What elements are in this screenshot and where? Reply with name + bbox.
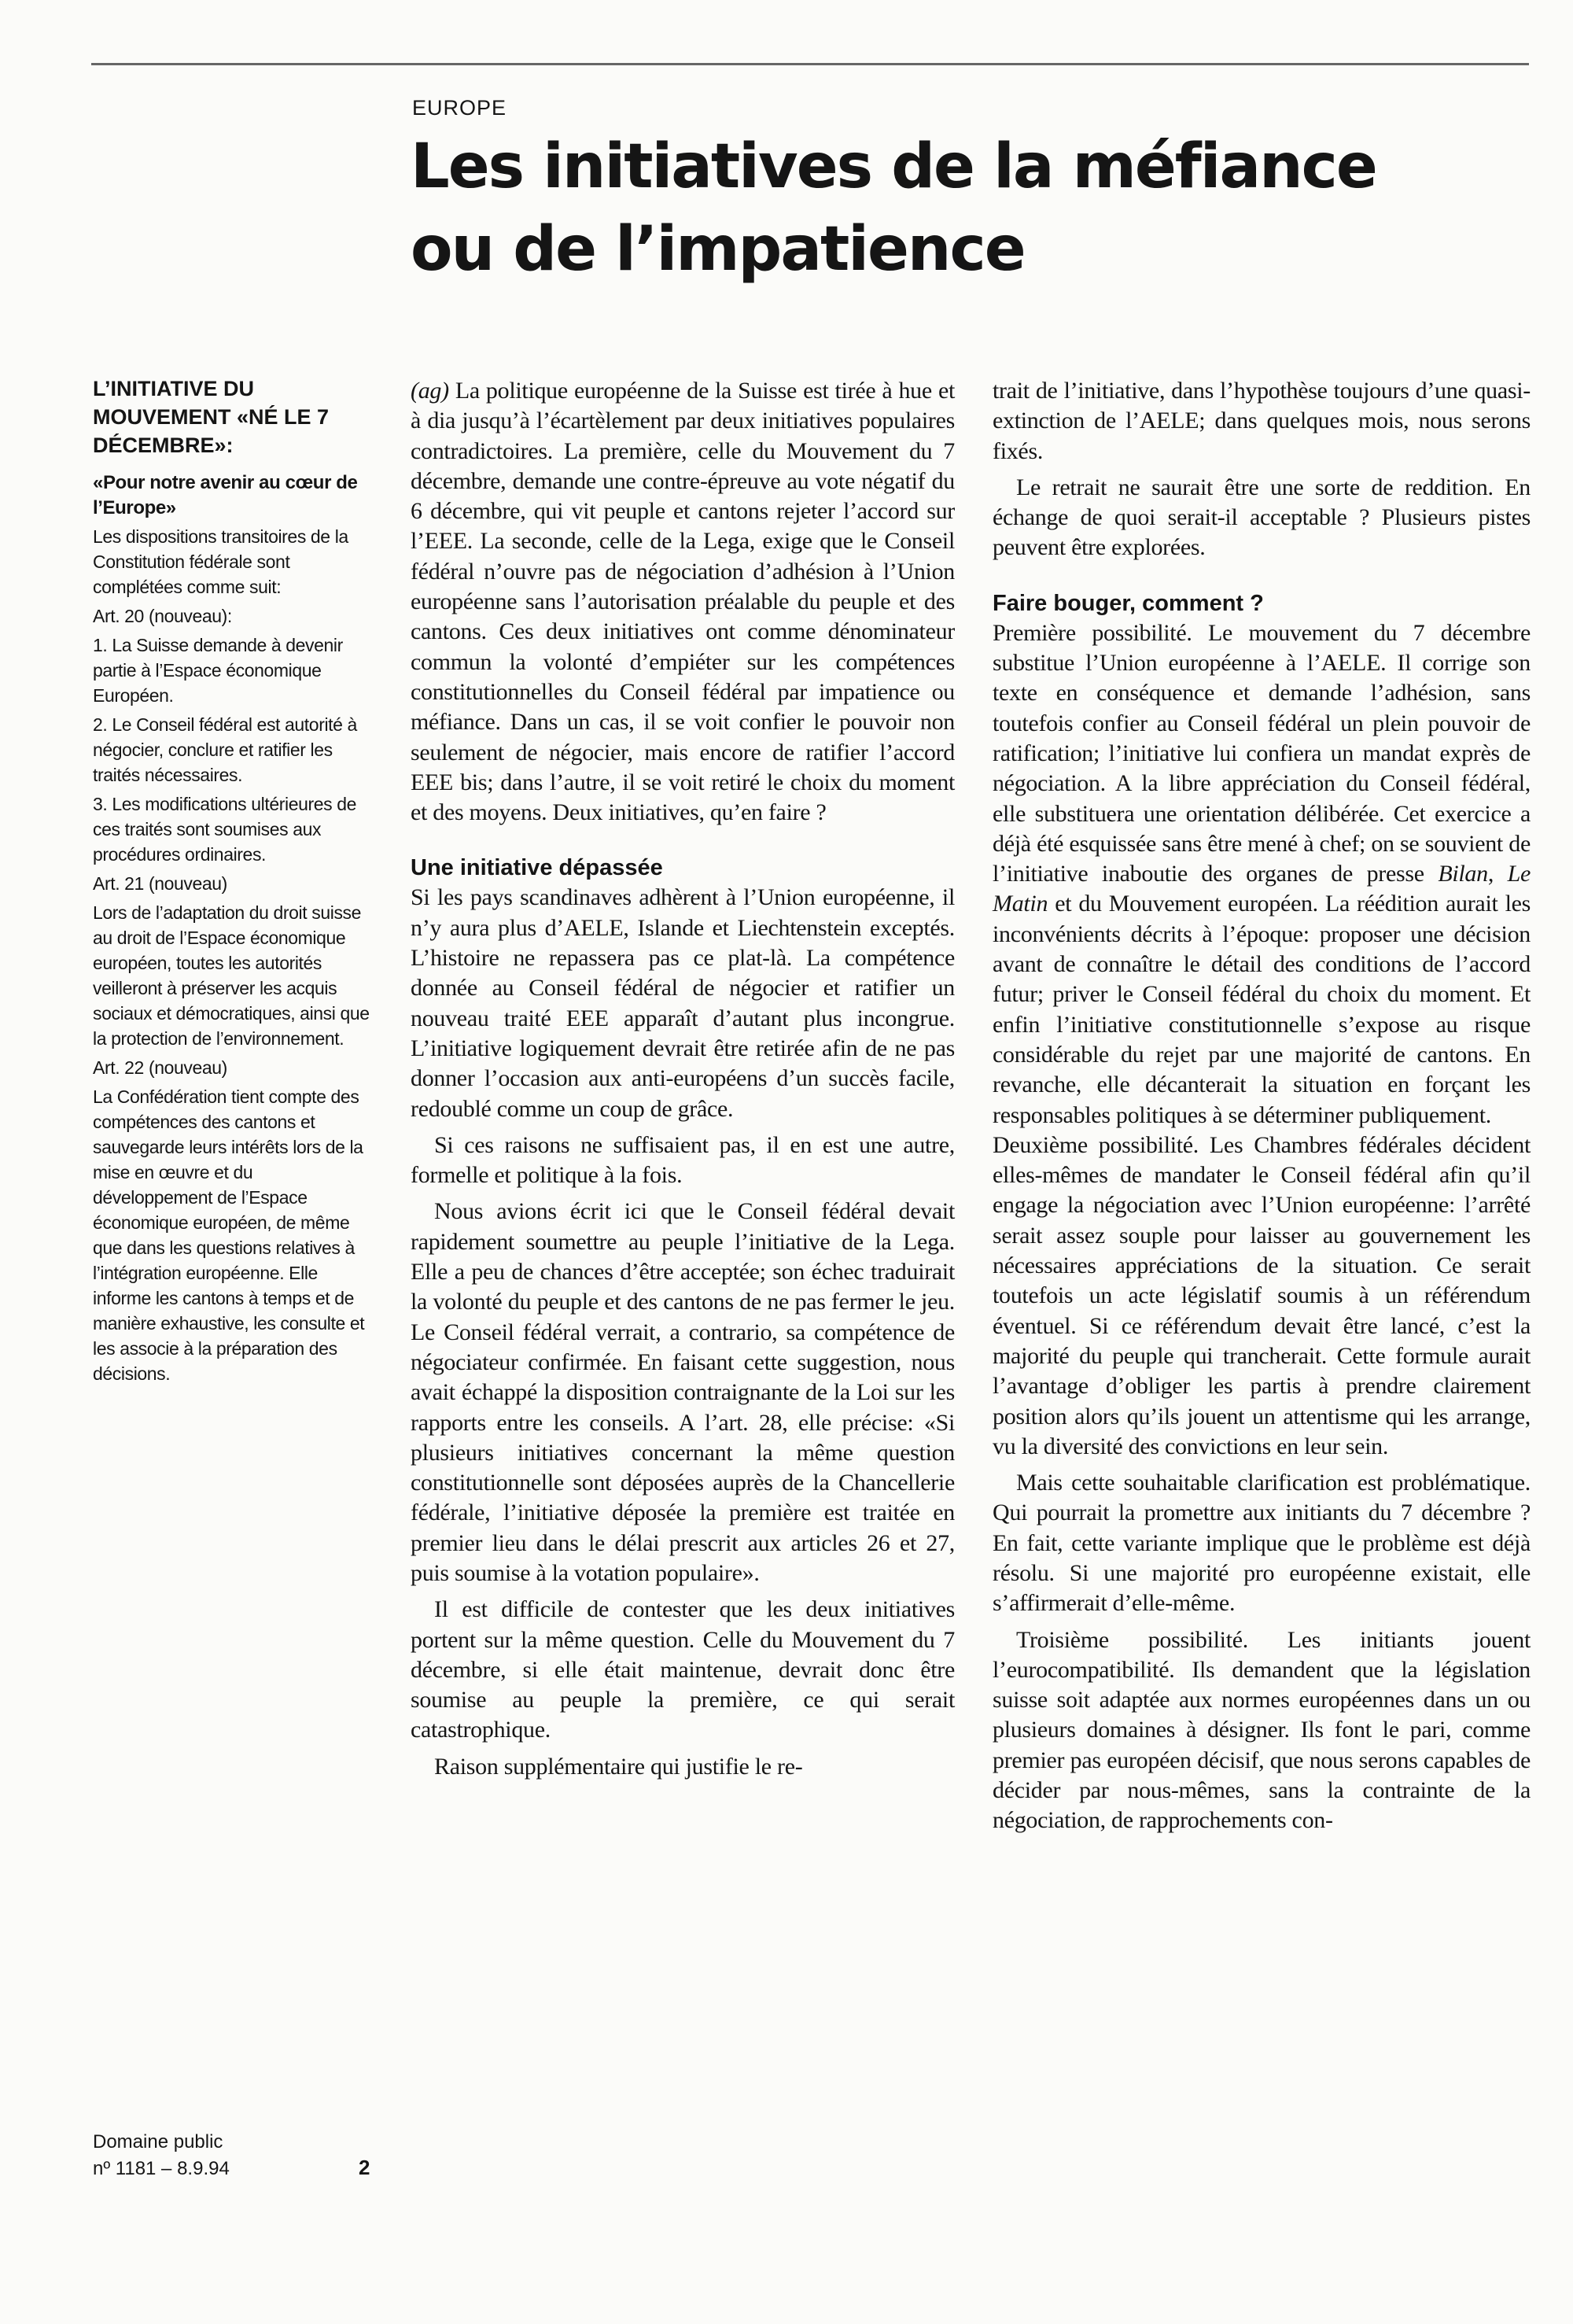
sidebar-paragraph: Lors de l’adaptation du droit suisse au droit de l’Espace économique européen, toutes les autorités veilleront à préserver les acquis sociaux et démocratiques, ainsi que la protection de l’environnement. [93, 902, 370, 1049]
subheading-faire-bouger: Faire bouger, comment ? [993, 590, 1264, 616]
sidebar-paragraph: 1. La Suisse demande à devenir partie à l’Espace économique Européen. [93, 635, 343, 706]
article-paragraph: Raison supplémentaire qui justifie le re- [434, 1753, 803, 1780]
article-paragraph: Il est difficile de contester que les deux initiatives portent sur la même question. Celle du Mouvement du 7 décembre, si elle était maintenue, devrait donc être soumise au peuple la première, ce qui serait catastrophique. [411, 1596, 955, 1743]
sidebar-paragraph: 3. Les modifications ultérieures de ces traités sont soumises aux procédures ordinaires. [93, 794, 357, 865]
section-rubric: EUROPE [412, 96, 507, 120]
article-headline [411, 126, 1512, 291]
sidebar-article-heading: Art. 20 (nouveau): [93, 606, 232, 626]
article-paragraph: Le retrait ne saurait être une sorte de reddition. En échange de quoi serait-il acceptable ? Plusieurs pistes peuvent être explorées. [993, 474, 1531, 561]
article-paragraph: Troisième possibilité. Les initiants jouent l’eurocompatibilité. Ils demandent que la législation suisse soit adaptée aux normes européennes dans un ou plusieurs domaines à désigner. Ils font le pari, comme premier pas européen décisif, que nous serons capables de décider par nous-mêmes, sans la contrainte de la négociation, de rapprochements con- [993, 1626, 1531, 1834]
sidebar-article-heading: Art. 22 (nouveau) [93, 1057, 227, 1078]
sidebar-paragraph: Les dispositions transitoires de la Constitution fédérale sont complétées comme suit: [93, 526, 348, 597]
publication-name: Domaine public [93, 2131, 223, 2152]
issue-number: nº 1181 – 8.9.94 [93, 2158, 230, 2179]
subheading-initiative-depassee: Une initiative dépassée [411, 855, 663, 881]
top-rule [91, 63, 1529, 65]
article-column-2 [993, 376, 1531, 1836]
article-paragraph: Si les pays scandinaves adhèrent à l’Union européenne, il n’y aura plus d’AELE, Islande et Liechtenstein exceptés. L’histoire ne repassera pas ce plat-là. La compétence donnée au Conseil fédéral de négocier et ratifier un nouveau traité EEE apparaît d’autant plus incongrue. L’initiative logiquement devrait être retirée afin de ne pas donner l’occasion aux anti-européens d’un succès facile, redoublé comme un coup de grâce. [411, 884, 955, 1122]
headline-line-2: ou de l’impatience [411, 214, 1025, 285]
article-paragraph: Deuxième possibilité. Les Chambres fédérales décident elles-mêmes de mandater le Conseil fédéral afin qu’il engage la négociation avec l’Union européenne: l’arrêté serait assez souple pour laisser au gouvernement les nécessaires appréciations de la situation. Ce serait toutefois un acte législatif soumis à un référendum éventuel. Si ce référendum devait être lancé, c’est la majorité du peuple qui trancherait. Cette formule aurait l’avantage d’obliger les partis à prendre clairement position alors qu’ils jouent un attentisme qui les arrange, vu la diversité des convictions en leur sein. [993, 1131, 1531, 1459]
sidebar-title: L’INITIATIVE DU MOUVEMENT «NÉ LE 7 DÉCEMBRE»: [93, 377, 330, 457]
page-number: 2 [359, 2156, 370, 2179]
article-paragraph: Première possibilité. Le mouvement du 7 décembre substitue l’Union européenne à l’AELE. Il corrige son texte en conséquence et demande l’adhésion, sans toutefois confier au Conseil fédéral un plein pouvoir de ratification; l’initiative lui confiera un mandat exprès de négociation. A la libre appréciation du Conseil fédéral, elle substituera une orientation délibérée. Cet exercice a déjà été esquissée sans être mené à chef; on se souvient de l’initiative inaboutie des organes de presse Bilan, Le Matin et du Mouvement européen. La réédition aurait les inconvénients décrits à l’époque: proposer une décision avant de connaître le détail des conditions de l’accord futur; priver le Conseil fédéral du choix du moment. Et enfin l’initiative constitutionnelle s’expose au risque considérable du rejet par une majorité de cantons. En revanche, elle décanterait la situation en forçant les responsables politiques à se déterminer publiquement. [993, 619, 1531, 1128]
article-paragraph: Mais cette souhaitable clarification est problématique. Qui pourrait la promettre aux initiants du 7 décembre ? En fait, cette variante implique que le problème est déjà résolu. Si une majorité pro européenne existait, elle s’affirmerait d’elle-même. [993, 1470, 1531, 1617]
footer-publication [93, 2129, 230, 2182]
sidebar-paragraph: 2. Le Conseil fédéral est autorité à négocier, conclure et ratifier les traités nécessaires. [93, 714, 357, 785]
headline-line-1: Les initiatives de la méfiance [411, 131, 1376, 202]
article-paragraph: Nous avions écrit ici que le Conseil fédéral devait rapidement soumettre au peuple l’initiative de la Lega. Elle a peu de chances d’être acceptée; son échec traduirait la volonté du peuple et des cantons de ne pas fermer le jeu. Le Conseil fédéral verrait, a contrario, sa compétence de négociateur confirmée. En faisant cette suggestion, nous avait échappé la disposition contraignante de la Loi sur les rapports entre les conseils. A l’art. 28, elle précise: «Si plusieurs initiatives concernant la même question constitutionnelle sont déposées auprès de la Chancellerie fédérale, l’initiative déposée la première est traitée en premier lieu dans le délai prescrit aux articles 26 et 27, puis soumise à la votation populaire». [411, 1198, 955, 1586]
author-initials: (ag) [411, 378, 449, 404]
sidebar-article-heading: Art. 21 (nouveau) [93, 873, 227, 894]
sidebar-initiative-text [93, 374, 376, 1390]
article-column-1 [411, 376, 955, 1782]
article-paragraph: trait de l’initiative, dans l’hypothèse toujours d’une quasi-extinction de l’AELE; dans quelques mois, nous serons fixés. [993, 378, 1531, 464]
sidebar-subtitle: «Pour notre avenir au cœur de l’Europe» [93, 472, 358, 518]
sidebar-paragraph: La Confédération tient compte des compétences des cantons et sauvegarde leurs intérêts lors de la mise en œuvre et du développement de l’Espace économique européen, de même que dans les questions relatives à l’intégration européenne. Elle informe les cantons à temps et de manière exhaustive, les consulte et les associe à la préparation des décisions. [93, 1086, 365, 1384]
article-paragraph: Si ces raisons ne suffisaient pas, il en est une autre, formelle et politique à la fois. [411, 1131, 955, 1189]
article-paragraph: (ag) La politique européenne de la Suisse est tirée à hue et à dia jusqu’à l’écartèlement par deux initiatives populaires contradictoires. La première, celle du Mouvement du 7 décembre, demande une contre-épreuve au vote négatif du 6 décembre, qui vit peuple et cantons rejeter l’accord sur l’EEE. La seconde, celle de la Lega, exige que le Conseil fédéral n’ouvre pas de négociation d’adhésion à l’Union européenne sans l’autorisation préalable du peuple et des cantons. Ces deux initiatives ont comme dénominateur commun la volonté d’empiéter sur les compétences constitutionnelles du Conseil fédéral par impatience ou méfiance. Dans un cas, il se voit confier le pouvoir non seulement de négocier, mais encore de ratifier l’accord EEE bis; dans l’autre, il se voit retiré le choix du moment et des moyens. Deux initiatives, qu’en faire ? [411, 378, 955, 826]
